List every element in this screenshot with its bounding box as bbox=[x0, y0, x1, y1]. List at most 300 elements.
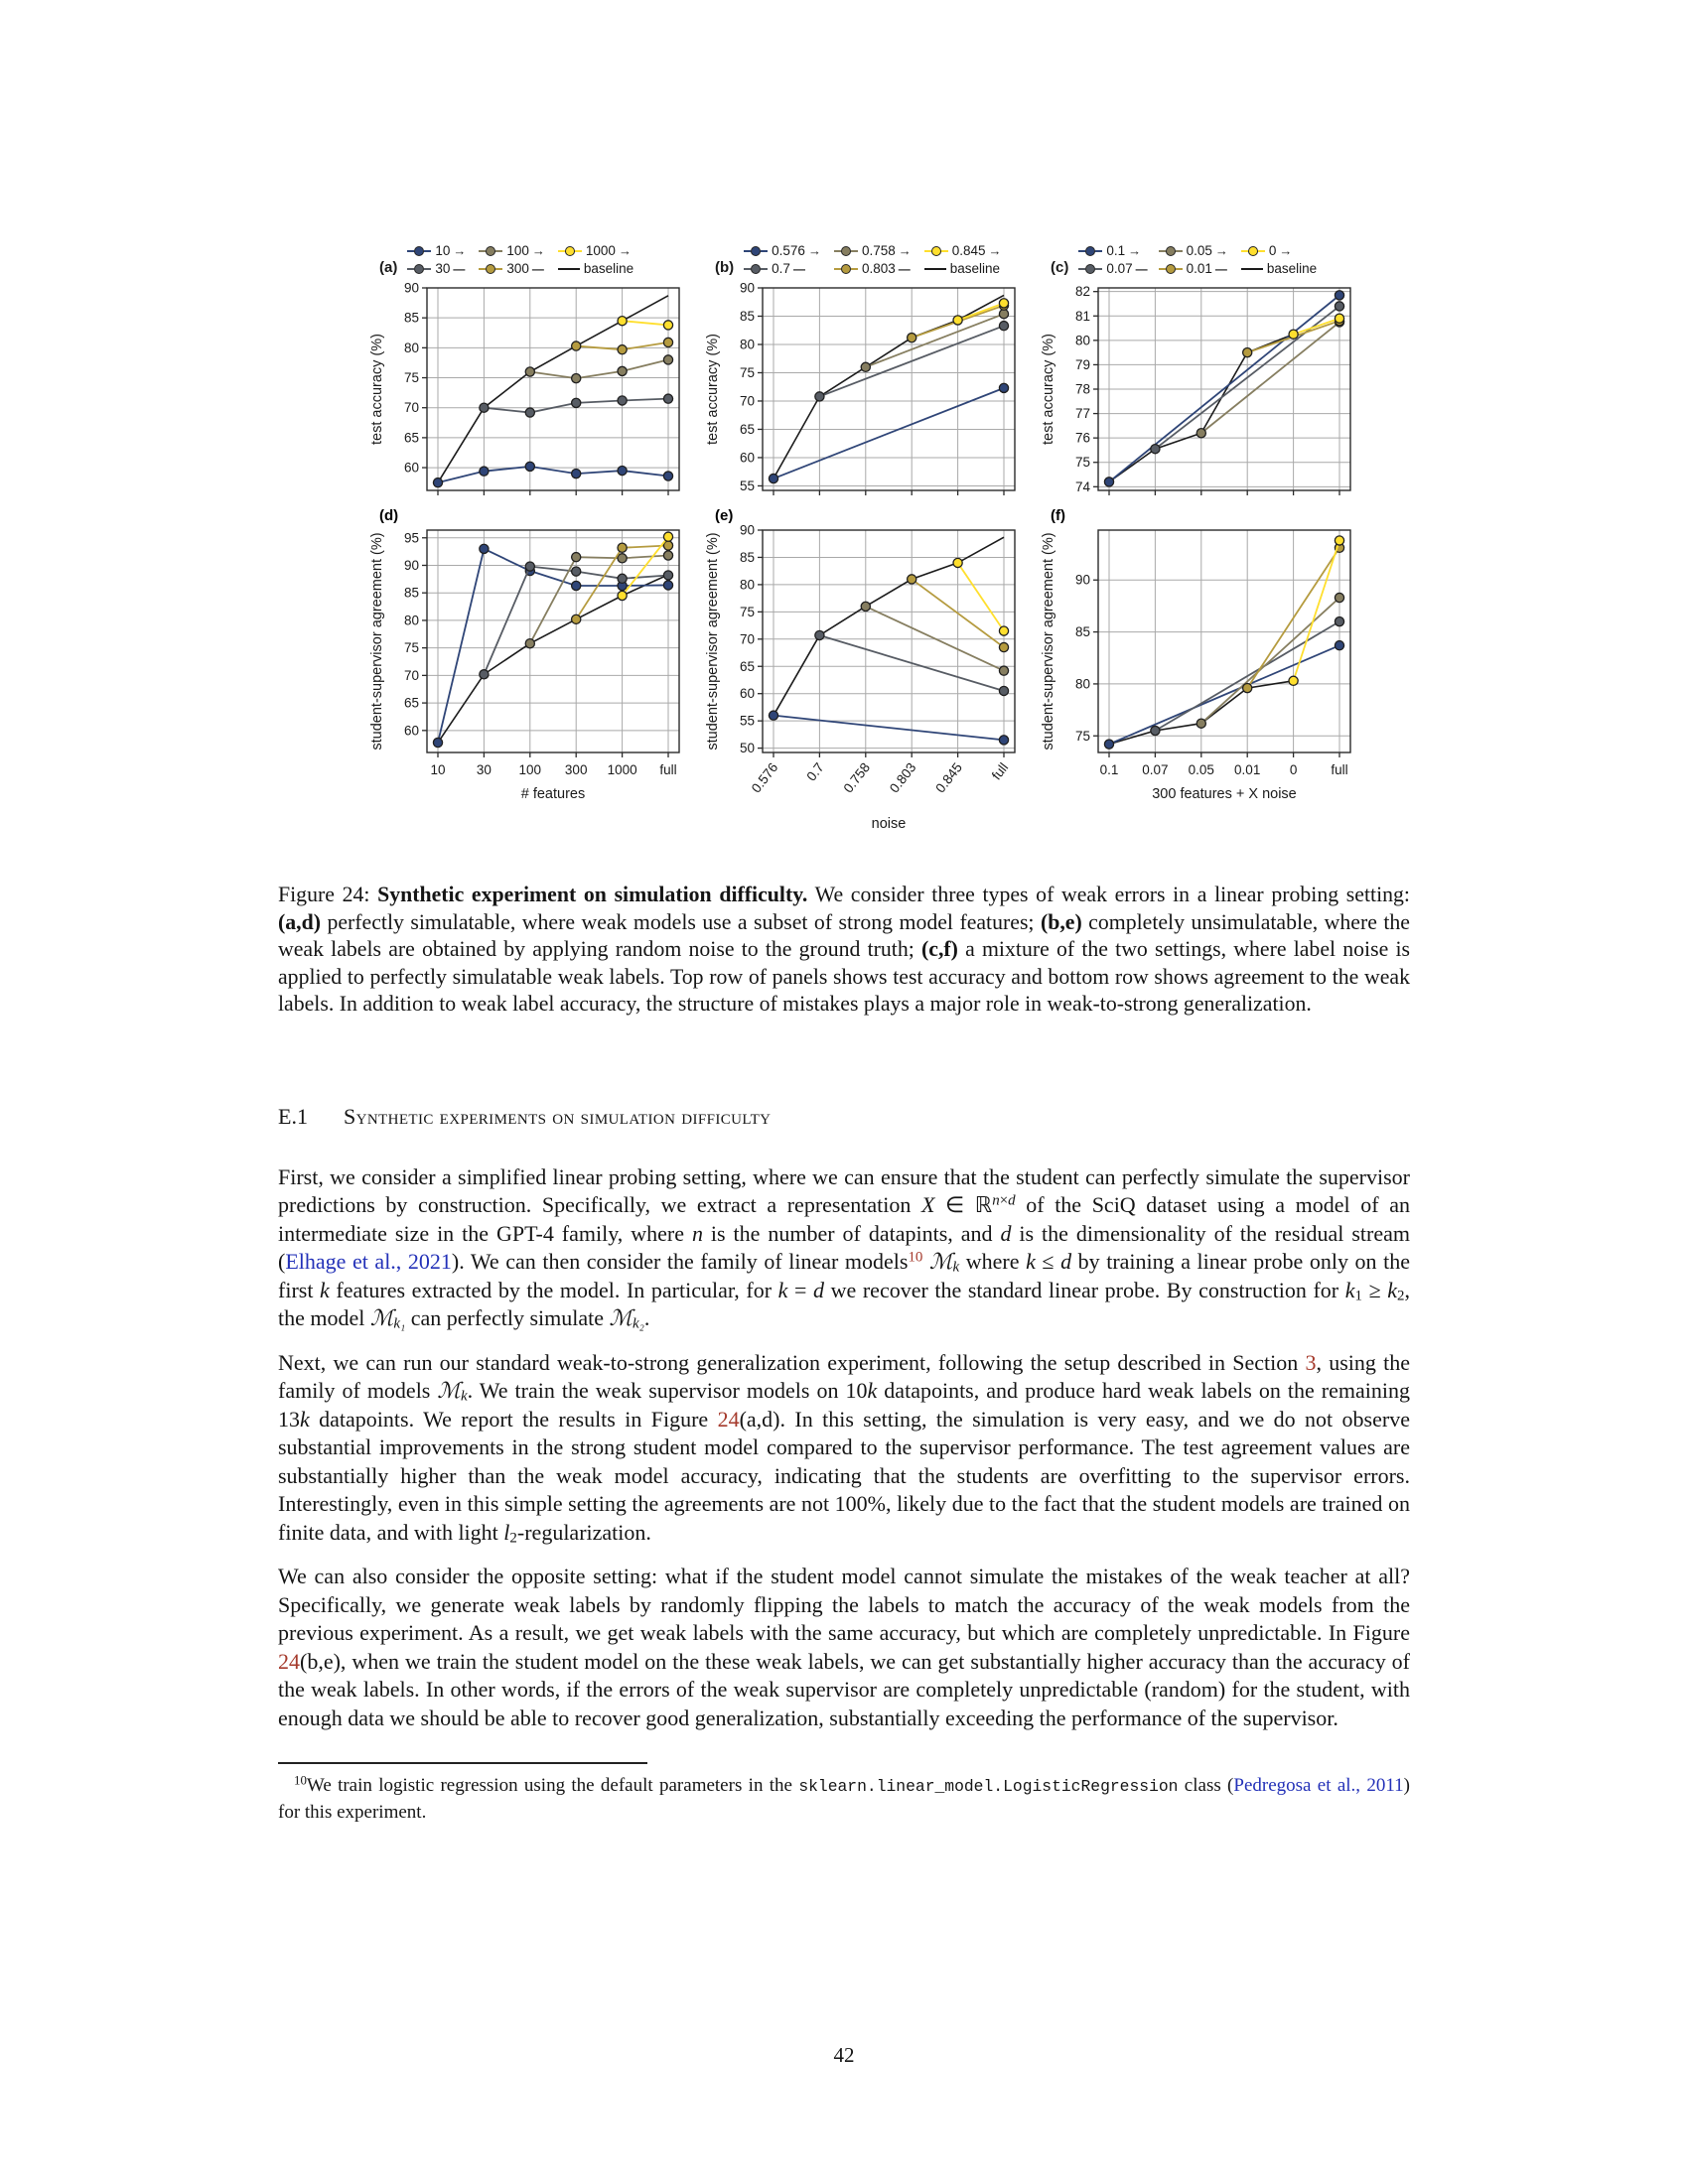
series-marker-swatch bbox=[479, 246, 502, 256]
text-run: ℳ bbox=[369, 1305, 394, 1331]
data-point bbox=[769, 711, 777, 720]
legend-label: 0.803 bbox=[861, 261, 896, 276]
svg-text:77: 77 bbox=[1074, 406, 1090, 422]
panel-a-chart bbox=[367, 282, 687, 502]
text-run: k bbox=[777, 1277, 788, 1302]
text-run: (b,e), when we train the student model on the these weak labels, we can get substantially higher accuracy than the accuracy of the weak labels. In other words, if the errors of the weak supervisor are completely unpredictable (random) for the student, with enough data we should be able to recover good generalization, substantially exceeding the performance of the supervisor. bbox=[278, 1648, 1410, 1730]
panel-c-legend bbox=[1039, 226, 1358, 278]
section-title: Synthetic experiments on simulation difficulty bbox=[343, 1103, 772, 1129]
text-run: k bbox=[460, 1389, 468, 1406]
data-point bbox=[480, 467, 489, 476]
legend-entry-0.1 bbox=[1078, 243, 1145, 258]
panel-d-chart bbox=[367, 506, 687, 836]
baseline-line-swatch bbox=[558, 268, 580, 270]
svg-text:65: 65 bbox=[739, 658, 755, 674]
svg-text:50: 50 bbox=[739, 741, 755, 756]
data-point bbox=[1335, 314, 1343, 323]
data-point bbox=[999, 666, 1008, 675]
svg-text:30: 30 bbox=[476, 762, 492, 777]
citation-link[interactable]: Pedregosa et al., 2011 bbox=[1233, 1775, 1404, 1797]
svg-text:60: 60 bbox=[403, 460, 419, 476]
text-run: datapoints, and produce hard weak labels on the remaining 13 bbox=[278, 1378, 1410, 1432]
data-point bbox=[999, 310, 1008, 319]
paragraph-3 bbox=[278, 1563, 1410, 1732]
legend bbox=[407, 243, 636, 276]
text-run: ∈ ℝ bbox=[934, 1192, 993, 1218]
data-point bbox=[953, 558, 962, 567]
series-marker-swatch bbox=[1078, 246, 1102, 256]
y-axis-label: student-supervisor agreement (%) bbox=[705, 532, 721, 751]
text-run: d bbox=[1008, 1193, 1016, 1209]
legend-entry-100 bbox=[479, 243, 545, 258]
internal-ref-link[interactable]: 24 bbox=[717, 1406, 740, 1432]
legend-entry-0.576 bbox=[744, 243, 821, 258]
data-point bbox=[572, 581, 581, 590]
text-run: n bbox=[691, 1220, 703, 1246]
data-point bbox=[618, 396, 627, 405]
footnote-mark-link[interactable]: 10 bbox=[908, 1250, 923, 1266]
text-run: features extracted by the model. In particular, for bbox=[329, 1277, 778, 1302]
data-point bbox=[769, 474, 777, 482]
svg-text:60: 60 bbox=[739, 686, 755, 702]
svg-text:85: 85 bbox=[1074, 624, 1090, 640]
svg-text:70: 70 bbox=[403, 400, 419, 416]
data-point bbox=[1243, 348, 1252, 357]
svg-text:90: 90 bbox=[403, 282, 419, 296]
data-point bbox=[525, 562, 534, 571]
text-run: l bbox=[503, 1519, 510, 1545]
arrow-icon: → bbox=[1214, 243, 1228, 258]
text-run: sklearn.linear_model. bbox=[798, 1777, 1004, 1797]
arrow-icon: → bbox=[807, 243, 821, 258]
text-run: 1 bbox=[1354, 1288, 1362, 1304]
figure-caption bbox=[278, 882, 1410, 1019]
legend-label: 0.01 bbox=[1186, 261, 1212, 276]
svg-text:full: full bbox=[659, 762, 677, 777]
svg-text:0.07: 0.07 bbox=[1142, 762, 1169, 777]
data-point bbox=[572, 341, 581, 350]
series-marker-swatch bbox=[834, 264, 858, 274]
svg-text:80: 80 bbox=[739, 337, 755, 352]
page-number: 42 bbox=[833, 2043, 855, 2067]
legend-entry-0.7 bbox=[744, 261, 821, 276]
legend-entry-baseline bbox=[924, 261, 1003, 276]
svg-text:80: 80 bbox=[1074, 676, 1090, 692]
legend-label: 0.576 bbox=[772, 243, 805, 258]
series-marker-swatch bbox=[744, 264, 768, 274]
svg-text:75: 75 bbox=[403, 640, 419, 656]
legend-entry-0.845 bbox=[924, 243, 1003, 258]
data-point bbox=[663, 571, 672, 580]
svg-text:85: 85 bbox=[739, 549, 755, 565]
data-point bbox=[999, 642, 1008, 651]
panel-letter: (a) bbox=[379, 259, 398, 276]
svg-text:70: 70 bbox=[739, 631, 755, 647]
panel-d-plot bbox=[367, 506, 687, 836]
data-point bbox=[861, 362, 870, 371]
arrow-icon: → bbox=[898, 243, 912, 258]
text-run: k bbox=[300, 1406, 310, 1432]
text-run: perfectly simulatable, where weak models use a subset of strong model features; bbox=[321, 909, 1041, 934]
svg-text:76: 76 bbox=[1074, 430, 1090, 446]
svg-text:90: 90 bbox=[739, 282, 755, 296]
text-run: can perfectly simulate bbox=[405, 1305, 610, 1331]
data-point bbox=[618, 591, 627, 600]
data-point bbox=[663, 472, 672, 480]
svg-text:79: 79 bbox=[1074, 356, 1090, 372]
svg-text:0.01: 0.01 bbox=[1234, 762, 1261, 777]
series-marker-swatch bbox=[558, 246, 582, 256]
svg-text:90: 90 bbox=[1074, 572, 1090, 588]
series-marker-swatch bbox=[1159, 264, 1183, 274]
series-marker-swatch bbox=[407, 264, 431, 274]
page-content bbox=[278, 0, 1410, 1826]
text-run: We can also consider the opposite setting: what if the student model cannot simulate the mistakes of the weak teacher at all? Specifically, we generate weak labels by randomly flipping the labels to match the accuracy of the weak models from the previous experiment. As a result, we get weak labels with the same accuracy, but which are completely unpredictable. In Figure bbox=[278, 1564, 1410, 1646]
series-marker-swatch bbox=[834, 246, 858, 256]
text-run: Synthetic experiment on simulation difficulty. bbox=[377, 883, 808, 906]
data-point bbox=[572, 398, 581, 407]
legend-entry-0.758 bbox=[834, 243, 912, 258]
internal-ref-link[interactable]: 3 bbox=[1305, 1349, 1317, 1375]
footnote-area bbox=[278, 1762, 1410, 1826]
legend-entry-0.05 bbox=[1159, 243, 1228, 258]
dash-icon: — bbox=[531, 261, 542, 276]
data-point bbox=[908, 575, 916, 584]
baseline-line-swatch bbox=[924, 268, 946, 270]
svg-text:65: 65 bbox=[403, 695, 419, 711]
series-marker-swatch bbox=[744, 246, 768, 256]
paragraph-1 bbox=[278, 1163, 1410, 1333]
data-point bbox=[1151, 726, 1160, 735]
series-marker-swatch bbox=[1159, 246, 1183, 256]
text-run: (a,d). In this setting, the simulation is very easy, and we do not observe substantial improvements in the strong student model compared to the supervisor performance. The test agreement values are substantially higher than the weak model accuracy, indicating that the students are overfitting to the supervisor errors. Interestingly, even in this simple setting the agreements are not 100%, likely due to the fact that the student models are trained on finite data, and with light bbox=[278, 1406, 1410, 1545]
series-marker-swatch bbox=[924, 246, 948, 256]
svg-text:75: 75 bbox=[739, 364, 755, 380]
series-marker-swatch bbox=[1078, 264, 1102, 274]
data-point bbox=[1335, 593, 1343, 602]
legend-entry-10 bbox=[407, 243, 466, 258]
text-run: a mixture of the two settings, where label noise is applied to perfectly simulatable weak labels. Top row of panels shows test accuracy and bottom row shows agreement to the weak labels. In addition to weak label accuracy, the structure of mistakes plays a major role in weak-to-strong generalization. bbox=[278, 937, 1410, 1017]
text-run: . bbox=[643, 1305, 650, 1331]
data-point bbox=[1289, 330, 1298, 339]
tick-labels bbox=[740, 282, 755, 493]
data-point bbox=[1104, 478, 1113, 486]
panel-letter: (b) bbox=[715, 259, 735, 276]
text-run: is the dimensionality of the residual stream ( bbox=[278, 1220, 1410, 1275]
data-point bbox=[572, 567, 581, 576]
arrow-icon: → bbox=[1279, 243, 1293, 258]
text-run: k bbox=[1344, 1277, 1355, 1302]
data-point bbox=[999, 383, 1008, 392]
data-point bbox=[663, 551, 672, 560]
svg-text:0.845: 0.845 bbox=[932, 759, 965, 796]
svg-text:1000: 1000 bbox=[607, 762, 637, 777]
text-run bbox=[922, 1249, 929, 1274]
series-marker-swatch bbox=[479, 264, 502, 274]
text-run: k₂ bbox=[633, 1316, 644, 1333]
text-run: k₁ bbox=[393, 1316, 406, 1333]
x-axis-label: noise bbox=[871, 816, 907, 832]
text-run: k bbox=[1026, 1249, 1036, 1275]
data-point bbox=[572, 553, 581, 562]
svg-text:78: 78 bbox=[1074, 381, 1090, 397]
data-point bbox=[861, 602, 870, 611]
svg-text:74: 74 bbox=[1074, 478, 1090, 494]
y-axis-label: student-supervisor agreement (%) bbox=[369, 532, 385, 751]
data-point bbox=[999, 626, 1008, 635]
data-point bbox=[433, 478, 442, 487]
legend-label: 0.7 bbox=[772, 261, 790, 276]
text-run: k bbox=[320, 1277, 330, 1302]
legend-entry-0.07 bbox=[1078, 261, 1145, 276]
data-point bbox=[618, 543, 627, 552]
data-point bbox=[663, 532, 672, 541]
legend-label: baseline bbox=[949, 261, 1001, 276]
text-run: Next, we can run our standard weak-to-strong generalization experiment, following the setup described in Section bbox=[278, 1349, 1306, 1375]
svg-text:85: 85 bbox=[739, 308, 755, 324]
text-run: d bbox=[1000, 1220, 1012, 1246]
legend-label: 30 bbox=[435, 261, 451, 276]
data-point bbox=[663, 394, 672, 403]
legend-label: 0.845 bbox=[951, 243, 986, 258]
svg-text:0.7: 0.7 bbox=[803, 759, 827, 784]
section-heading bbox=[278, 1104, 1410, 1130]
panel-letter: (c) bbox=[1051, 259, 1069, 276]
data-point bbox=[663, 541, 672, 550]
text-run: ℳ bbox=[609, 1305, 633, 1331]
legend-label: 0 bbox=[1268, 243, 1277, 258]
panel-letter: (d) bbox=[379, 507, 399, 524]
text-run: ≤ bbox=[1035, 1249, 1061, 1275]
panel-letter: (e) bbox=[715, 507, 734, 524]
text-run: ℳ bbox=[437, 1378, 461, 1404]
data-point bbox=[1243, 684, 1252, 693]
legend-label: 10 bbox=[435, 243, 451, 258]
svg-text:0.05: 0.05 bbox=[1188, 762, 1214, 777]
arrow-icon: → bbox=[453, 243, 467, 258]
data-point bbox=[999, 299, 1008, 308]
text-run: LogisticRegression bbox=[1003, 1777, 1179, 1797]
text-run: Figure 24: bbox=[278, 883, 378, 906]
footnote-rule bbox=[278, 1762, 647, 1764]
svg-text:75: 75 bbox=[739, 604, 755, 619]
legend-label: 0.05 bbox=[1186, 243, 1212, 258]
svg-text:100: 100 bbox=[518, 762, 542, 777]
legend-label: 0.07 bbox=[1106, 261, 1133, 276]
x-axis-label: 300 features + X noise bbox=[1152, 786, 1297, 802]
data-point bbox=[999, 686, 1008, 695]
panel-b-chart bbox=[703, 282, 1023, 502]
data-point bbox=[663, 581, 672, 590]
data-point bbox=[1196, 719, 1205, 728]
svg-text:60: 60 bbox=[403, 723, 419, 739]
data-point bbox=[1104, 740, 1113, 749]
svg-text:80: 80 bbox=[403, 340, 419, 355]
legend-entry-1000 bbox=[558, 243, 636, 258]
panel-b-plot bbox=[703, 282, 1023, 502]
text-run: First, we consider a simplified linear probing setting, where we can ensure that the student can perfectly simulate the supervisor predictions by construction. Specifically, we extract a representation bbox=[278, 1163, 1410, 1218]
svg-text:90: 90 bbox=[403, 557, 419, 573]
text-run: k bbox=[952, 1260, 960, 1277]
panel-c-plot bbox=[1039, 282, 1358, 502]
tick-labels bbox=[404, 282, 419, 476]
text-run: ≥ bbox=[1361, 1277, 1388, 1302]
data-point bbox=[1335, 617, 1343, 626]
text-run: = bbox=[787, 1277, 814, 1302]
text-run: × bbox=[999, 1193, 1009, 1209]
text-run: ℳ bbox=[928, 1249, 953, 1275]
panel-a-plot bbox=[367, 282, 687, 502]
text-run: k bbox=[1387, 1277, 1397, 1302]
panel-b-legend bbox=[703, 226, 1023, 278]
svg-text:70: 70 bbox=[739, 393, 755, 409]
y-axis-label: test accuracy (%) bbox=[369, 334, 385, 445]
text-run: k bbox=[867, 1378, 878, 1404]
svg-text:85: 85 bbox=[403, 585, 419, 601]
svg-text:55: 55 bbox=[739, 713, 755, 729]
data-point bbox=[618, 466, 627, 475]
text-run: datapoints. We report the results in Figure bbox=[309, 1406, 718, 1432]
data-point bbox=[663, 338, 672, 346]
text-run: d bbox=[813, 1277, 825, 1302]
text-run: (a,d) bbox=[278, 909, 321, 934]
data-point bbox=[572, 614, 581, 623]
data-point bbox=[572, 470, 581, 478]
data-point bbox=[433, 738, 442, 747]
legend-entry-0.803 bbox=[834, 261, 912, 276]
svg-text:0.758: 0.758 bbox=[840, 759, 874, 796]
text-run: d bbox=[1060, 1249, 1072, 1275]
panel-e-chart bbox=[703, 506, 1023, 836]
y-axis-label: test accuracy (%) bbox=[705, 334, 721, 445]
svg-text:80: 80 bbox=[1074, 333, 1090, 348]
text-run: ). We can then consider the family of linear models bbox=[451, 1249, 909, 1275]
svg-text:0.1: 0.1 bbox=[1099, 762, 1119, 777]
data-point bbox=[618, 317, 627, 326]
data-point bbox=[999, 322, 1008, 331]
svg-text:300: 300 bbox=[564, 762, 588, 777]
text-run: We train logistic regression using the default parameters in the bbox=[306, 1775, 799, 1797]
data-point bbox=[618, 366, 627, 375]
data-point bbox=[663, 355, 672, 364]
panel-a-legend bbox=[367, 226, 687, 278]
legend-label: 1000 bbox=[585, 243, 616, 258]
data-point bbox=[480, 544, 489, 553]
data-point bbox=[572, 374, 581, 383]
text-run: X bbox=[920, 1192, 935, 1218]
dash-icon: — bbox=[1135, 261, 1146, 276]
svg-text:82: 82 bbox=[1074, 284, 1090, 300]
text-run: class ( bbox=[1178, 1775, 1234, 1797]
legend-label: baseline bbox=[583, 261, 634, 276]
panel-f-plot bbox=[1039, 506, 1358, 836]
text-run: (c,f) bbox=[921, 937, 958, 962]
x-axis-label: # features bbox=[520, 786, 586, 802]
data-point bbox=[1335, 302, 1343, 311]
section-number: E.1 bbox=[278, 1103, 308, 1129]
y-axis-label: student-supervisor agreement (%) bbox=[1041, 532, 1056, 751]
data-point bbox=[480, 403, 489, 412]
text-run: , the model bbox=[278, 1277, 1410, 1331]
svg-text:75: 75 bbox=[1074, 455, 1090, 471]
data-point bbox=[618, 574, 627, 583]
arrow-icon: → bbox=[988, 243, 1002, 258]
dash-icon: — bbox=[453, 261, 464, 276]
internal-ref-link[interactable]: 24 bbox=[278, 1648, 300, 1674]
text-run: by training a linear probe only on the first bbox=[278, 1249, 1411, 1302]
data-point bbox=[815, 630, 824, 639]
data-point bbox=[525, 367, 534, 376]
arrow-icon: → bbox=[531, 243, 545, 258]
legend-entry-30 bbox=[407, 261, 466, 276]
arrow-icon: → bbox=[1128, 243, 1142, 258]
text-run: We consider three types of weak errors in a linear probing setting: bbox=[807, 883, 1410, 906]
data-point bbox=[663, 321, 672, 330]
legend-entry-0 bbox=[1241, 243, 1320, 258]
svg-text:90: 90 bbox=[739, 522, 755, 538]
data-point bbox=[525, 408, 534, 417]
series-marker-swatch bbox=[1241, 246, 1265, 256]
text-run: 10 bbox=[294, 1773, 307, 1789]
svg-text:75: 75 bbox=[1074, 728, 1090, 744]
svg-text:full: full bbox=[988, 759, 1012, 783]
svg-text:0: 0 bbox=[1289, 762, 1298, 777]
svg-text:70: 70 bbox=[403, 667, 419, 683]
data-point bbox=[1335, 291, 1343, 300]
data-point bbox=[908, 334, 916, 342]
data-point bbox=[1335, 641, 1343, 650]
svg-text:65: 65 bbox=[739, 421, 755, 437]
panel-f-chart bbox=[1039, 506, 1358, 836]
panel-c-chart bbox=[1039, 282, 1358, 502]
y-axis-label: test accuracy (%) bbox=[1041, 334, 1056, 445]
data-point bbox=[618, 345, 627, 354]
svg-text:81: 81 bbox=[1074, 308, 1090, 324]
arrow-icon: → bbox=[618, 243, 632, 258]
svg-text:65: 65 bbox=[403, 430, 419, 446]
legend bbox=[744, 243, 1003, 276]
text-run: ) for this experiment. bbox=[278, 1775, 1410, 1824]
data-point bbox=[815, 392, 824, 401]
text-run: n bbox=[992, 1193, 1000, 1209]
legend-entry-baseline bbox=[558, 261, 636, 276]
tick-labels bbox=[1075, 284, 1091, 494]
svg-text:80: 80 bbox=[739, 577, 755, 593]
data-point bbox=[525, 639, 534, 648]
citation-link[interactable]: Elhage et al., 2021 bbox=[285, 1249, 452, 1275]
svg-text:0.576: 0.576 bbox=[748, 759, 781, 796]
series-marker-swatch bbox=[407, 246, 431, 256]
data-point bbox=[1289, 676, 1298, 685]
data-point bbox=[953, 316, 962, 325]
svg-text:95: 95 bbox=[403, 530, 419, 546]
panel-letter: (f) bbox=[1051, 507, 1065, 524]
text-run: of the SciQ dataset using a model of an intermediate size in the GPT-4 family, where bbox=[278, 1192, 1410, 1246]
text-run: we recover the standard linear probe. By construction for bbox=[824, 1277, 1345, 1302]
panel-e-plot bbox=[703, 506, 1023, 836]
data-point bbox=[618, 554, 627, 563]
text-run: 2 bbox=[1397, 1288, 1405, 1304]
legend-label: 100 bbox=[506, 243, 529, 258]
dash-icon: — bbox=[1214, 261, 1225, 276]
paragraph-2 bbox=[278, 1349, 1410, 1548]
svg-text:55: 55 bbox=[739, 478, 755, 493]
dash-icon: — bbox=[898, 261, 909, 276]
data-point bbox=[1335, 536, 1343, 545]
data-point bbox=[525, 462, 534, 471]
text-run: 2 bbox=[509, 1530, 517, 1547]
legend-entry-0.01 bbox=[1159, 261, 1228, 276]
